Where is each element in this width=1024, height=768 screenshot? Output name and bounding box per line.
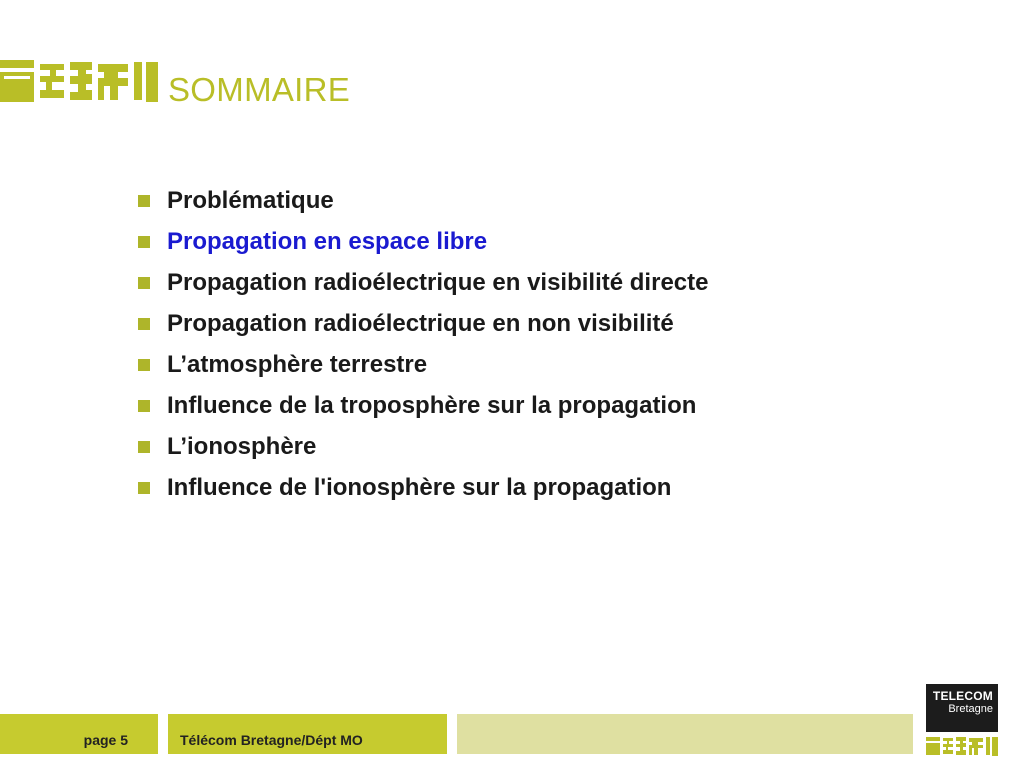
brand-subname: Bretagne [948, 703, 993, 715]
agenda-item-ionosphere [138, 426, 708, 467]
square-bullet-icon [138, 236, 150, 248]
agenda-item-label: L’atmosphère terrestre [167, 350, 428, 378]
page-title: SOMMAIRE [168, 71, 351, 108]
footer-bar [457, 714, 913, 754]
footer-page-box [0, 714, 158, 754]
footer-organization: Télécom Bretagne/Dépt MO [180, 732, 363, 748]
square-bullet-icon [138, 277, 150, 289]
agenda-item-influence-ionosphere [138, 467, 708, 508]
square-bullet-icon [138, 318, 150, 330]
agenda-item-label: Propagation radioélectrique en non visibilité [167, 309, 674, 337]
square-bullet-icon [138, 400, 150, 412]
footer-organization-box [168, 714, 447, 754]
agenda-item-troposphere [138, 385, 708, 426]
square-bullet-icon [138, 359, 150, 371]
agenda-item-label: Influence de l'ionosphère sur la propagation [167, 473, 672, 501]
page-number: page 5 [83, 732, 128, 748]
agenda-item-label: Influence de la troposphère sur la propagation [167, 391, 697, 419]
telecom-bretagne-pictogram-icon [926, 736, 998, 756]
agenda-item-non-visibilite [138, 303, 708, 344]
telecom-bretagne-logo-icon [0, 58, 160, 104]
agenda-list [138, 180, 708, 508]
agenda-item-label: Problématique [167, 186, 334, 214]
agenda-item-atmosphere [138, 344, 708, 385]
square-bullet-icon [138, 195, 150, 207]
telecom-bretagne-brand [926, 684, 998, 732]
agenda-item-problematique [138, 180, 708, 221]
brand-name: TELECOM [932, 689, 993, 703]
agenda-item-visibilite-directe [138, 262, 708, 303]
agenda-item-label: L’ionosphère [167, 432, 317, 460]
square-bullet-icon [138, 441, 150, 453]
square-bullet-icon [138, 482, 150, 494]
agenda-item-label: Propagation en espace libre [167, 227, 488, 255]
agenda-item-espace-libre [138, 221, 708, 262]
agenda-item-label: Propagation radioélectrique en visibilité directe [167, 268, 709, 296]
